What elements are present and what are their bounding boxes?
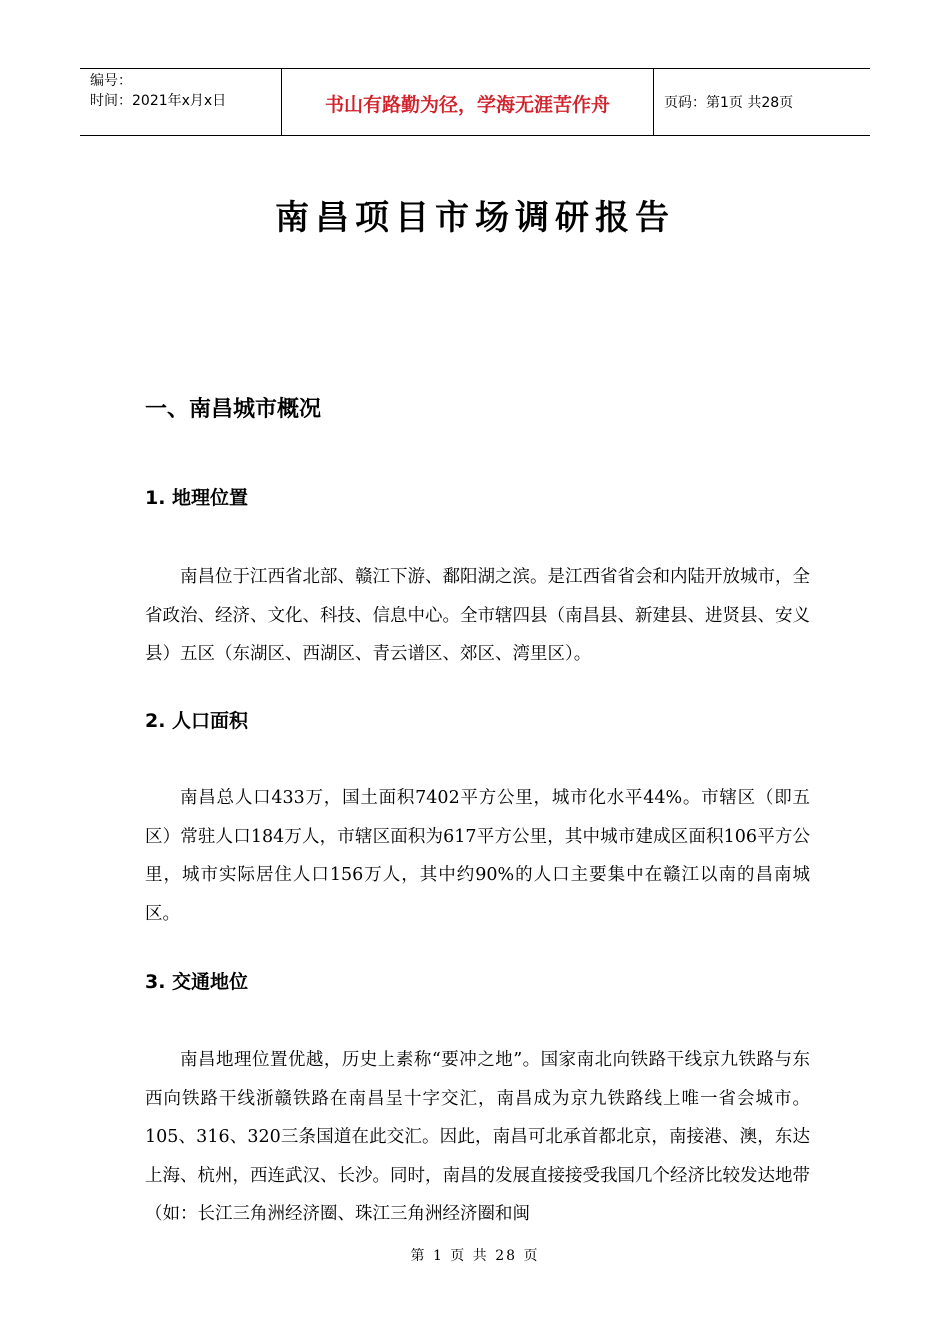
header-table (80, 68, 870, 136)
serial-label: 编号： (90, 73, 132, 89)
document-title: 南昌项目市场调研报告 (275, 198, 675, 238)
paragraph-population: 南昌总人口433万，国土面积7402平方公里，城市化水平44%。市辖区（即五区）常驻人口184万人，市辖区面积为617平方公里，其中城市建成区面积106平方公里，城市实际居住人口156万人，其中约90%的人口主要集中在赣江以南的昌南城区。 (145, 788, 810, 924)
page-info: 页码：第1页 共28页 (664, 95, 794, 111)
header-page-cell (654, 69, 870, 135)
paragraph-transport: 南昌地理位置优越，历史上素称“要冲之地”。国家南北向铁路干线京九铁路与东西向铁路干线浙赣铁路在南昌呈十字交汇，南昌成为京九铁路线上唯一省会城市。105、316、320三条国道在此交汇。因此，南昌可北承首都北京，南接港、澳，东达上海、杭州，西连武汉、长沙。同时，南昌的发展直接接受我国几个经济比较发达地带（如：长江三角洲经济圈、珠江三角洲经济圈和闽 (145, 1050, 810, 1224)
subsection-heading-transport: 3. 交通地位 (145, 971, 249, 993)
section-heading: 一、南昌城市概况 (145, 397, 322, 422)
subsection-heading-location: 1. 地理位置 (145, 487, 249, 509)
time-label: 时间：2021年x月x日 (90, 93, 227, 109)
header-motto-cell (282, 69, 654, 135)
paragraph-location: 南昌位于江西省北部、赣江下游、鄱阳湖之滨。是江西省省会和内陆开放城市，全省政治、经济、文化、科技、信息中心。全市辖四县（南昌县、新建县、进贤县、安义县）五区（东湖区、西湖区、青云谱区、郊区、湾里区）。 (145, 567, 810, 664)
subsection-heading-population: 2. 人口面积 (145, 710, 249, 732)
page-footer: 第 1 页 共 28 页 (410, 1248, 540, 1264)
motto-text: 书山有路勤为径，学海无涯苦作舟 (324, 93, 610, 116)
header-meta-cell (80, 69, 282, 135)
